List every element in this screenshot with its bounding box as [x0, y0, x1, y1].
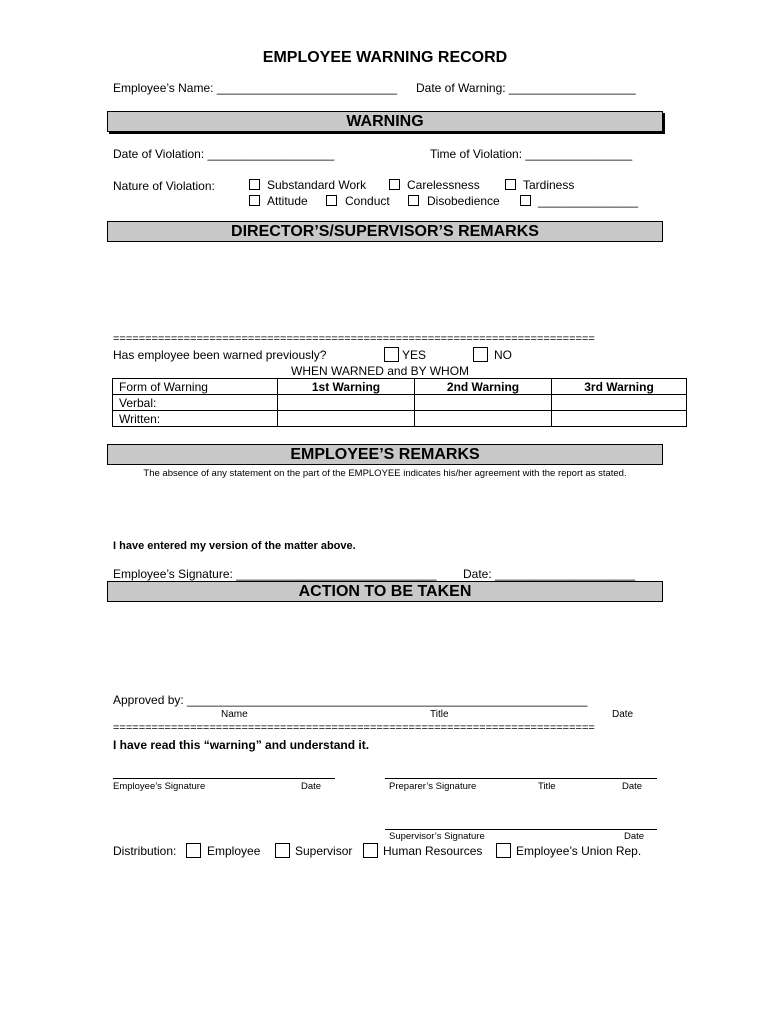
employee-remarks-band: EMPLOYEE’S REMARKS [107, 444, 663, 465]
approved-date-label: Date [612, 709, 634, 720]
action-band: ACTION TO BE TAKEN [107, 581, 663, 602]
employee-signature-caption: Employee’s Signature [113, 781, 206, 792]
yes-label: YES [402, 348, 427, 362]
distribution-label: Distribution: [113, 844, 177, 858]
page-title: EMPLOYEE WARNING RECORD [262, 49, 508, 66]
distribution-employee-label: Employee [207, 844, 261, 858]
distribution-supervisor-label: Supervisor [295, 844, 353, 858]
warning-band: WARNING [107, 111, 663, 132]
approved-name-label: Name [221, 709, 248, 720]
written-row-label: Written: [113, 411, 278, 427]
time-of-violation-field[interactable]: Time of Violation: ________________ [430, 147, 633, 161]
employee-signature-date-field[interactable]: Date: _____________________ [463, 567, 636, 581]
verbal-third-cell[interactable] [552, 395, 687, 411]
other-violation-field[interactable]: _______________ [538, 194, 639, 208]
date-of-warning-field[interactable]: Date of Warning: ___________________ [416, 81, 636, 95]
distribution-union-rep-checkbox[interactable] [496, 843, 511, 858]
distribution-hr-label: Human Resources [383, 844, 483, 858]
yes-checkbox[interactable] [384, 347, 399, 362]
disobedience-checkbox[interactable] [408, 195, 419, 206]
written-first-cell[interactable] [278, 411, 415, 427]
distribution-hr-checkbox[interactable] [363, 843, 378, 858]
verbal-row-label: Verbal: [113, 395, 278, 411]
when-warned-label: WHEN WARNED and BY WHOM [291, 364, 470, 378]
director-remarks-band: DIRECTOR’S/SUPERVISOR’S REMARKS [107, 221, 663, 242]
separator-line-2: =========================================================================== [113, 722, 595, 734]
employee-name-field[interactable]: Employee’s Name: ___________________________ [113, 81, 398, 95]
written-second-cell[interactable] [415, 411, 552, 427]
form-of-warning-header: Form of Warning [113, 379, 278, 395]
attitude-label: Attitude [267, 194, 308, 208]
preparer-date-caption: Date [622, 781, 643, 792]
conduct-checkbox[interactable] [326, 195, 337, 206]
supervisor-date-caption: Date [624, 831, 645, 842]
attitude-checkbox[interactable] [249, 195, 260, 206]
approved-title-label: Title [430, 709, 449, 720]
employee-signature-field[interactable]: Employee’s Signature: ______________________________ [113, 567, 437, 581]
tardiness-checkbox[interactable] [505, 179, 516, 190]
preparer-signature-caption: Preparer’s Signature [389, 781, 477, 792]
warning-history-table [112, 378, 687, 427]
absence-statement-note: The absence of any statement on the part of the EMPLOYEE indicates his/her agreement with the report as stated. [143, 468, 627, 479]
warned-previously-question: Has employee been warned previously? [113, 348, 327, 362]
other-violation-checkbox[interactable] [520, 195, 531, 206]
substandard-work-label: Substandard Work [267, 178, 367, 192]
no-checkbox[interactable] [473, 347, 488, 362]
approved-by-field[interactable]: Approved by: ____________________________________________________________ [113, 693, 588, 707]
distribution-supervisor-checkbox[interactable] [275, 843, 290, 858]
written-third-cell[interactable] [552, 411, 687, 427]
employee-signature-line[interactable] [113, 778, 335, 779]
conduct-label: Conduct [345, 194, 390, 208]
preparer-signature-line[interactable] [385, 778, 657, 779]
verbal-first-cell[interactable] [278, 395, 415, 411]
no-label: NO [494, 348, 512, 362]
supervisor-signature-caption: Supervisor’s Signature [389, 831, 485, 842]
supervisor-signature-line[interactable] [385, 829, 657, 830]
preparer-title-caption: Title [538, 781, 556, 792]
distribution-employee-checkbox[interactable] [186, 843, 201, 858]
read-warning-statement: I have read this “warning” and understand it. [113, 738, 370, 752]
distribution-union-rep-label: Employee’s Union Rep. [516, 844, 642, 858]
carelessness-checkbox[interactable] [389, 179, 400, 190]
employee-date-caption: Date [301, 781, 322, 792]
disobedience-label: Disobedience [427, 194, 500, 208]
entered-version-statement: I have entered my version of the matter above. [113, 540, 356, 552]
date-of-violation-field[interactable]: Date of Violation: ___________________ [113, 147, 335, 161]
first-warning-header: 1st Warning [278, 379, 415, 395]
second-warning-header: 2nd Warning [415, 379, 552, 395]
third-warning-header: 3rd Warning [552, 379, 687, 395]
nature-of-violation-label: Nature of Violation: [113, 179, 215, 193]
carelessness-label: Carelessness [407, 178, 480, 192]
tardiness-label: Tardiness [523, 178, 575, 192]
substandard-work-checkbox[interactable] [249, 179, 260, 190]
verbal-second-cell[interactable] [415, 395, 552, 411]
separator-line: =========================================================================== [113, 333, 595, 345]
